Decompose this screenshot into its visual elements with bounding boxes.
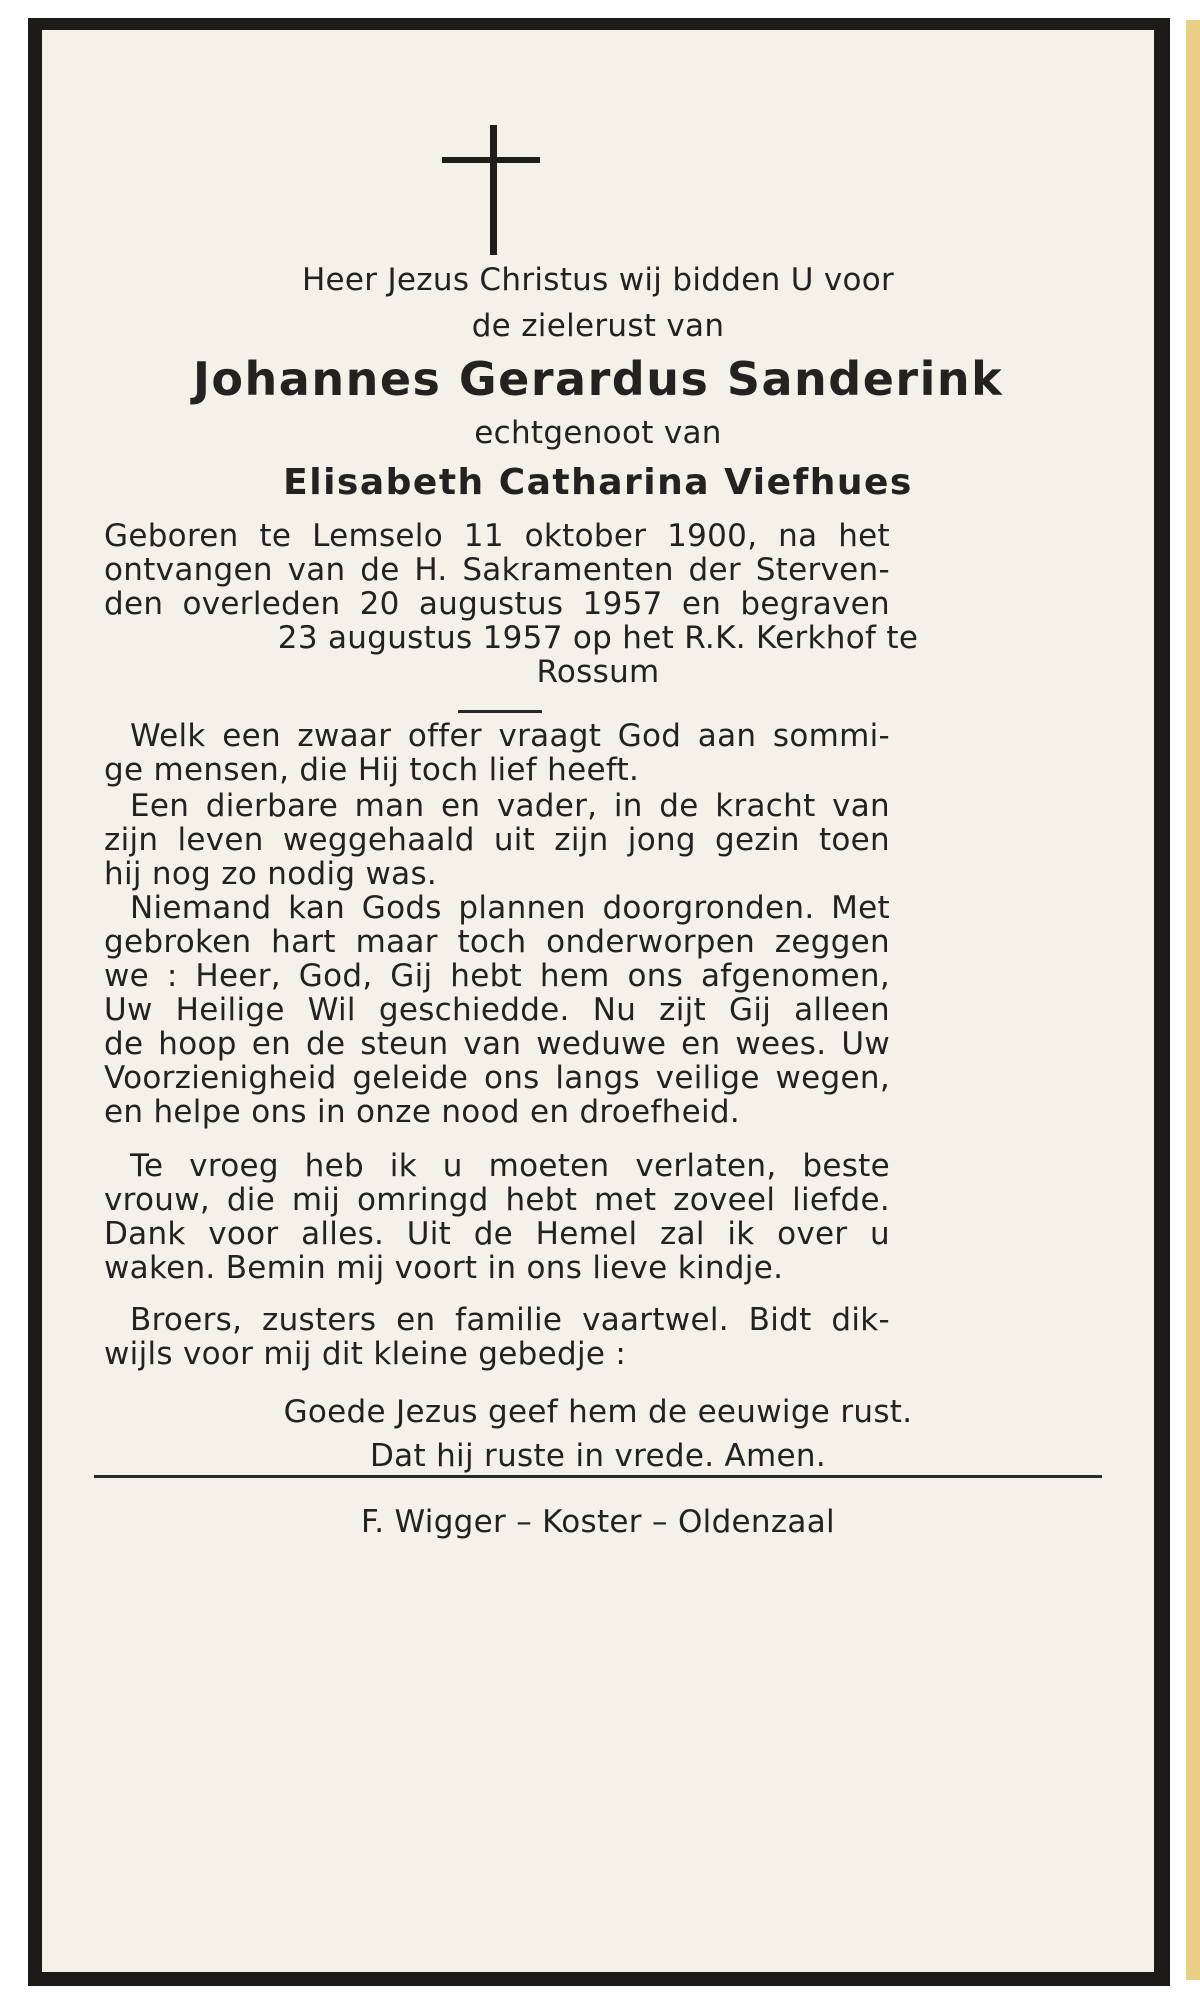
deceased-name: Johannes Gerardus Sanderink: [192, 352, 1004, 406]
divider-short: [458, 710, 542, 713]
para4-line-3: Dank voor alles. Uit de Hemel zal ik over u: [104, 1216, 890, 1252]
para3-line-1: Niemand kan Gods plannen doorgronden. Met: [130, 890, 890, 926]
para5-line-2: wijls voor mij dit kleine gebedje :: [104, 1336, 627, 1372]
bio-line-2: ontvangen van de H. Sakramenten der Sterven-: [104, 552, 890, 588]
para2-line-1: Een dierbare man en vader, in de kracht van: [130, 788, 890, 824]
para3-line-7: en helpe ons in onze nood en droefheid.: [104, 1094, 740, 1130]
para1-line-1: Welk een zwaar offer vraagt God aan sommi-: [130, 718, 890, 754]
para3-line-6: Voorzienigheid geleide ons langs veilige wegen,: [104, 1060, 890, 1096]
spouse-name: Elisabeth Catharina Viefhues: [283, 462, 913, 503]
memorial-card: [28, 18, 1170, 1986]
bio-line-3: den overleden 20 augustus 1957 en begraven: [104, 586, 890, 622]
card-edge-shadow: [1186, 20, 1200, 1980]
para2-line-2: zijn leven weggehaald uit zijn jong gezin toen: [104, 822, 890, 858]
para3-line-5: de hoop en de steun van weduwe en wees. Uw: [104, 1026, 890, 1062]
intro-line-2: de zielerust van: [471, 308, 725, 344]
bio-line-4: 23 augustus 1957 op het R.K. Kerkhof te: [277, 620, 919, 656]
para3-line-4: Uw Heilige Wil geschiedde. Nu zijt Gij alleen: [104, 992, 890, 1028]
cross-icon: [42, 125, 1154, 255]
para5-line-1: Broers, zusters en familie vaartwel. Bidt dik-: [130, 1302, 890, 1338]
para2-line-3: hij nog zo nodig was.: [104, 856, 438, 892]
divider-long: [94, 1475, 1102, 1478]
para3-line-3: we : Heer, God, Gij hebt hem ons afgenomen,: [104, 958, 890, 994]
card-inner-panel: [42, 30, 1154, 1972]
prayer-line-1: Goede Jezus geef hem de eeuwige rust.: [283, 1394, 913, 1430]
para4-line-4: waken. Bemin mij voort in ons lieve kindje.: [104, 1250, 784, 1286]
printer-imprint: F. Wigger – Koster – Oldenzaal: [361, 1504, 835, 1540]
para3-line-2: gebroken hart maar toch onderworpen zeggen: [104, 924, 890, 960]
bio-line-5: Rossum: [536, 654, 660, 690]
spouse-intro: echtgenoot van: [474, 415, 722, 451]
para1-line-2: ge mensen, die Hij toch lief heeft.: [104, 752, 640, 788]
para4-line-2: vrouw, die mij omringd hebt met zoveel liefde.: [104, 1182, 890, 1218]
para4-line-1: Te vroeg heb ik u moeten verlaten, beste: [130, 1148, 890, 1184]
intro-line-1: Heer Jezus Christus wij bidden U voor: [301, 262, 895, 298]
prayer-line-2: Dat hij ruste in vrede. Amen.: [370, 1438, 826, 1474]
bio-line-1: Geboren te Lemselo 11 oktober 1900, na het: [104, 518, 890, 554]
